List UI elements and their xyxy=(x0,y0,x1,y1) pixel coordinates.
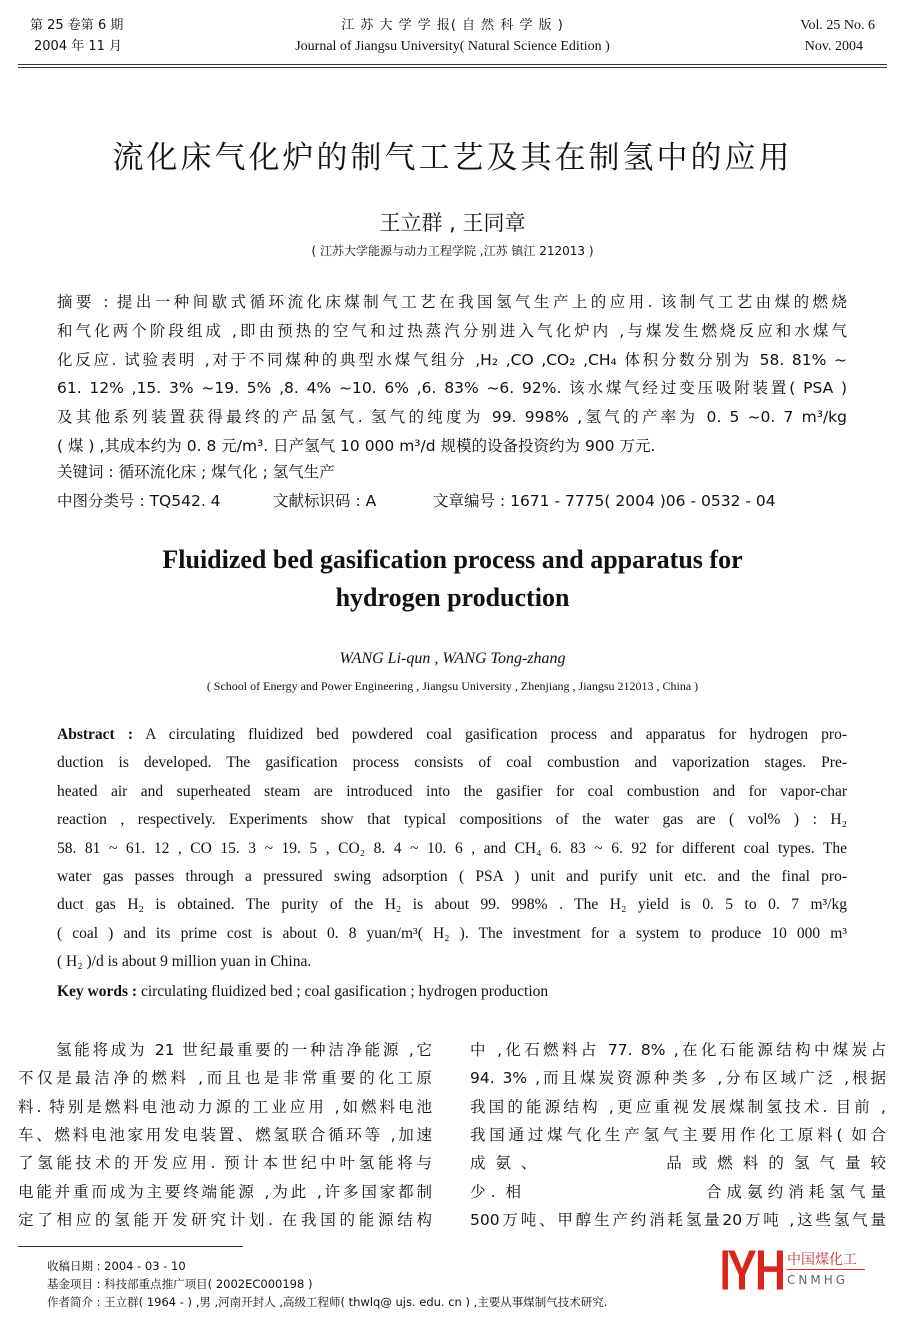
watermark-cn: 中国煤化工 xyxy=(787,1252,857,1268)
abstract-en-line: ( coal ) and its prime cost is about 0. 8 yuan/m³( H₂ ). The investment for a system to produce 10 000 m³ xyxy=(57,924,847,942)
abstract-en-line: duct gas H₂ is obtained. The purity of the H₂ is about 99. 998% . The H₂ yield is 0. 5 to 0. 7 m³/kg xyxy=(57,896,847,914)
volume-number-en: Vol. 25 No. 6 xyxy=(800,18,875,33)
abstract-en-line xyxy=(57,726,847,744)
watermark-rule xyxy=(787,1269,865,1270)
body-paragraph-line: 不仅是最洁净的燃料 ,而且也是非常重要的化工原 xyxy=(18,1069,432,1088)
keywords-en xyxy=(57,983,548,1001)
abstract-en-line: reaction , respectively. Experiments show that typical compositions of the water gas are ( vol% ) : H₂ xyxy=(57,811,847,829)
journal-name-cn: 江 苏 大 学 学 报( 自 然 科 学 版 ) xyxy=(341,18,564,33)
authors-cn: 王立群 , 王同章 xyxy=(379,211,526,235)
received-date: 收稿日期 : 2004 - 03 - 10 xyxy=(47,1259,186,1273)
funding: 基金项目 : 科技部重点推广项目( 2002EC000198 ) xyxy=(47,1277,313,1291)
affiliation-cn: ( 江苏大学能源与动力工程学院 ,江苏 镇江 212013 ) xyxy=(311,244,594,258)
abstract-en-line: 58. 81 ~ 61. 12 , CO 15. 3 ~ 19. 5 , CO₂ 8. 4 ~ 10. 6 , and CH₄ 6. 83 ~ 6. 92 for different coal types. The xyxy=(57,839,847,857)
abstract-en-line: heated air and superheated steam are introduced into the gasifier for coal combustion and for vapor-char xyxy=(57,782,847,800)
body-paragraph-line: 500万吨、甲醇生产约消耗氢量20万吨 ,这些氢气量 xyxy=(470,1210,886,1229)
abstract-cn-line: 及其他系列装置获得最终的产品氢气. 氢气的纯度为 99. 998% ,氢气的产率为 0. 5 ~0. 7 m³/kg xyxy=(57,408,847,427)
keywords-en-text: circulating fluidized bed ; coal gasification ; hydrogen production xyxy=(140,983,549,1000)
paper-title-cn: 流化床气化炉的制气工艺及其在制氢中的应用 xyxy=(112,140,793,176)
body-paragraph-line: 氢能将成为 21 世纪最重要的一种洁净能源 ,它 xyxy=(56,1041,432,1059)
body-paragraph-line: 料. 特别是燃料电池动力源的工业应用 ,如燃料电池 xyxy=(18,1097,432,1116)
keywords-en-label: Key words : xyxy=(57,983,138,1000)
article-number: 文章编号 : 1671 - 7775( 2004 )06 - 0532 - 04 xyxy=(433,492,776,510)
paper-title-en-line1: Fluidized bed gasification process and apparatus for xyxy=(162,545,743,574)
classification-number: 中图分类号 : TQ542. 4 xyxy=(57,492,221,510)
body-paragraph-line: 中 ,化石燃料占 77. 8% ,在化石能源结构中煤炭占 xyxy=(470,1041,886,1059)
issue-date: 2004 年 11 月 xyxy=(34,39,123,54)
abstract-cn-line: 摘要 : 提出一种间歇式循环流化床煤制气工艺在我国氢气生产上的应用. 该制气工艺由煤的燃烧 xyxy=(57,293,847,311)
paper-title-en-line2: hydrogen production xyxy=(335,583,570,612)
body-paragraph-line: 我国的能源结构 ,更应重视发展煤制氢技术. 目前 , xyxy=(470,1097,886,1116)
header-rule xyxy=(18,64,887,65)
abstract-en-label: Abstract : xyxy=(57,726,133,743)
footnote-rule xyxy=(18,1246,243,1247)
abstract-en-text: A circulating fluidized bed powdered coal gasification process and apparatus for hydrogen pro- xyxy=(145,726,847,743)
author-bio: 作者简介 : 王立群( 1964 - ) ,男 ,河南开封人 ,高级工程师( thwlq@ ujs. edu. cn ) ,主要从事煤制气技术研究. xyxy=(47,1295,608,1309)
body-paragraph-line: 了氢能技术的开发应用. 预计本世纪中叶氢能将与 xyxy=(18,1154,432,1173)
journal-name-en: Journal of Jiangsu University( Natural Science Edition ) xyxy=(295,39,610,54)
body-paragraph-line: 定了相应的氢能开发研究计划. 在我国的能源结构 xyxy=(18,1210,432,1229)
abstract-en-line: duction is developed. The gasification process consists of coal combustion and vaporization stages. Pre- xyxy=(57,754,847,772)
keywords-cn: 关键词 : 循环流化床 ; 煤气化 ; 氢气生产 xyxy=(57,463,335,481)
header-rule-2 xyxy=(18,67,887,68)
affiliation-en: ( School of Energy and Power Engineering , Jiangsu University , Zhenjiang , Jiangsu 212013 , China ) xyxy=(206,679,699,693)
abstract-cn-line: 61. 12% ,15. 3% ~19. 5% ,8. 4% ~10. 6% ,6. 83% ~6. 92%. 该水煤气经过变压吸附装置( PSA ) xyxy=(57,379,847,398)
watermark xyxy=(722,1248,887,1292)
body-paragraph-line: 少. 相 合成氨约消耗氢气量 xyxy=(470,1182,886,1201)
watermark-logo-icon xyxy=(722,1248,784,1292)
document-code: 文献标识码 : A xyxy=(273,492,377,510)
date-en: Nov. 2004 xyxy=(804,39,863,54)
body-paragraph-line: 我国通过煤气化生产氢气主要用作化工原料( 如合 xyxy=(470,1125,886,1144)
abstract-en-line: water gas passes through a pressured swing adsorption ( PSA ) unit and purify unit etc. and the final pro- xyxy=(57,868,847,885)
authors-en: WANG Li-qun , WANG Tong-zhang xyxy=(339,650,566,667)
abstract-cn-line: 和气化两个阶段组成 ,即由预热的空气和过热蒸汽分别进入气化炉内 ,与煤发生燃烧反应和水煤气 xyxy=(57,321,847,340)
body-paragraph-line: 94. 3% ,而且煤炭资源种类多 ,分布区域广泛 ,根据 xyxy=(470,1069,886,1088)
abstract-en-line: ( H₂ )/d is about 9 million yuan in China. xyxy=(57,953,312,971)
abstract-cn-line: ( 煤 ) ,其成本约为 0. 8 元/m³. 日产氢气 10 000 m³/d 规模的设备投资约为 900 万元. xyxy=(57,437,656,455)
body-paragraph-line: 电能并重而成为主要终端能源 ,为此 ,许多国家都制 xyxy=(18,1182,432,1201)
issue-volume: 第 25 卷第 6 期 xyxy=(30,18,124,33)
body-paragraph-line: 车、燃料电池家用发电装置、燃氢联合循环等 ,加速 xyxy=(18,1125,432,1144)
body-paragraph-line: 成氨、 品或燃料的氢气量较 xyxy=(470,1154,886,1173)
abstract-cn-line: 化反应. 试验表明 ,对于不同煤种的典型水煤气组分 ,H₂ ,CO ,CO₂ ,CH₄ 体积分数分别为 58. 81% ~ xyxy=(57,350,847,369)
watermark-en: CNMHG xyxy=(787,1273,849,1287)
